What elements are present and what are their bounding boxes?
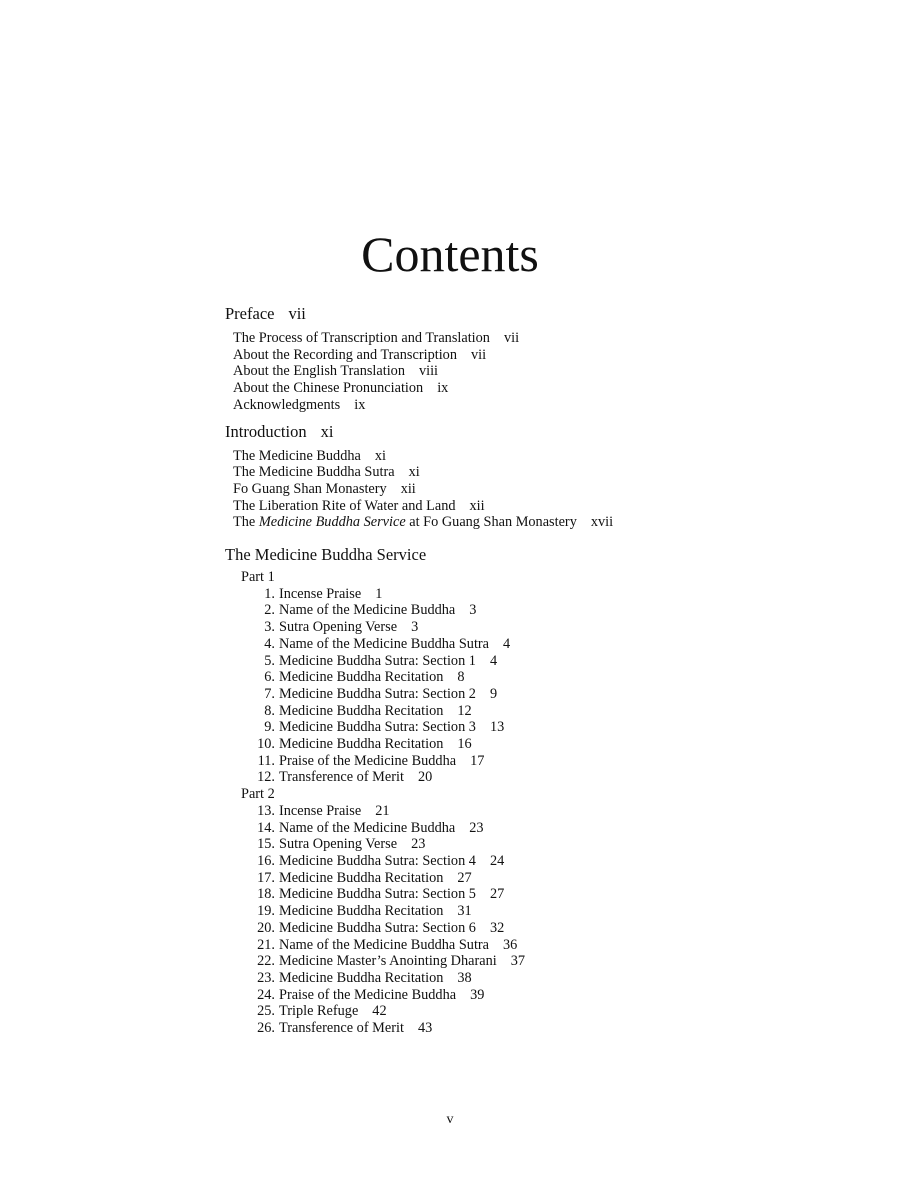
toc-entry[interactable] [225, 1020, 845, 1037]
part-label: Part 2 [241, 786, 275, 803]
service-parts [225, 569, 845, 1037]
entry-number: 4. [264, 635, 275, 652]
entry-label: Medicine Buddha Sutra: Section 2 [279, 685, 476, 702]
entry-page: 17 [470, 752, 485, 769]
subentry-page: viii [418, 363, 439, 380]
toc-entry[interactable] [225, 953, 845, 970]
subentry-page: xi [408, 464, 420, 481]
toc-entry[interactable] [225, 686, 845, 703]
toc-subentry[interactable] [233, 448, 845, 465]
entry-page: 20 [417, 769, 433, 786]
entry-number: 10. [257, 736, 275, 753]
entry-number: 9. [264, 719, 275, 736]
entry-number: 11. [257, 752, 275, 769]
part-label: Part 1 [241, 569, 275, 586]
entry-label: Transference of Merit [279, 769, 404, 786]
toc-entry[interactable] [225, 669, 845, 686]
toc-part-2[interactable] [241, 786, 845, 803]
section-page: vii [288, 304, 306, 323]
entry-number: 25. [257, 1003, 275, 1020]
page-number: v [446, 1112, 454, 1127]
toc-subentry[interactable] [233, 363, 845, 380]
entry-label: Medicine Buddha Sutra: Section 3 [279, 719, 476, 736]
toc-subentry[interactable] [233, 498, 845, 515]
toc-entry[interactable] [225, 886, 845, 903]
toc-entry[interactable] [225, 619, 845, 636]
entry-number: 1. [264, 585, 275, 602]
entry-number: 7. [264, 685, 275, 702]
toc-subentry[interactable] [233, 380, 845, 397]
entry-number: 15. [257, 836, 275, 853]
toc-entry[interactable] [225, 870, 845, 887]
part-2-entries [225, 803, 845, 1037]
entry-label: Medicine Buddha Recitation [279, 736, 444, 753]
subentry-label: Fo Guang Shan Monastery [233, 480, 387, 497]
entry-page: 3 [411, 619, 419, 636]
subentry-label: About the Chinese Pronunciation [233, 380, 424, 397]
entry-number: 12. [257, 769, 275, 786]
entry-page: 9 [489, 685, 498, 702]
toc-entry[interactable] [225, 602, 845, 619]
subentry-page: xvii [590, 514, 614, 531]
entry-label: Praise of the Medicine Buddha [279, 986, 457, 1003]
entry-label: Incense Praise [279, 585, 362, 602]
entry-number: 8. [264, 702, 275, 719]
entry-page: 8 [457, 669, 465, 686]
entry-number: 2. [264, 602, 275, 619]
toc-section-preface[interactable] [225, 304, 845, 324]
toc-entry[interactable] [225, 987, 845, 1004]
entry-page: 43 [417, 1020, 433, 1037]
entry-label: Incense Praise [279, 802, 362, 819]
toc-entry[interactable] [225, 636, 845, 653]
entry-page: 42 [372, 1003, 387, 1020]
entry-page: 4 [489, 652, 498, 669]
entry-page: 23 [411, 836, 426, 853]
section-title: Introduction [225, 421, 307, 441]
entry-label: Medicine Master’s Anointing Dharani [279, 953, 497, 970]
entry-page: 37 [510, 953, 526, 970]
entry-label: Medicine Buddha Recitation [279, 669, 444, 686]
subentry-page: ix [437, 380, 449, 397]
toc-part-1[interactable] [241, 569, 845, 586]
toc-subentry[interactable] [233, 481, 845, 498]
entry-page: 31 [457, 903, 472, 920]
subentry-page: xii [400, 480, 416, 497]
entry-page: 36 [503, 936, 518, 953]
subentry-label-pre: The [233, 514, 259, 531]
entry-label: Sutra Opening Verse [279, 836, 398, 853]
toc-entry[interactable] [225, 853, 845, 870]
toc-entry[interactable] [225, 920, 845, 937]
entry-page: 24 [489, 852, 505, 869]
entry-label: Triple Refuge [279, 1003, 359, 1020]
toc-entry[interactable] [225, 1003, 845, 1020]
entry-label: Praise of the Medicine Buddha [279, 752, 457, 769]
entry-number: 22. [257, 953, 275, 970]
subentry-label: The Medicine Buddha [233, 447, 361, 464]
entry-page: 27 [457, 869, 472, 886]
toc-subentry[interactable] [233, 397, 845, 414]
subentry-page: xi [374, 447, 386, 464]
entry-page: 32 [489, 919, 505, 936]
entry-label: Name of the Medicine Buddha [279, 819, 456, 836]
entry-page: 23 [469, 819, 484, 836]
toc-entry[interactable] [225, 937, 845, 954]
subentry-page: ix [354, 396, 366, 413]
toc-subentry[interactable] [233, 464, 845, 481]
subentry-page: xii [469, 497, 485, 514]
subentry-label-italic: Medicine Buddha Service [258, 514, 406, 531]
entry-label: Medicine Buddha Sutra: Section 5 [279, 886, 476, 903]
part-1-entries [225, 586, 845, 786]
entry-label: Medicine Buddha Recitation [279, 969, 444, 986]
subentry-label-post: at Fo Guang Shan Monastery [405, 514, 577, 531]
subentry-label: Acknowledgments [233, 396, 341, 413]
toc-subentry[interactable] [233, 514, 845, 531]
entry-label: Medicine Buddha Recitation [279, 903, 444, 920]
entry-label: Transference of Merit [279, 1020, 404, 1037]
toc-entry[interactable] [225, 769, 845, 786]
entry-label: Medicine Buddha Recitation [279, 702, 444, 719]
entry-label: Name of the Medicine Buddha [279, 602, 456, 619]
subentry-label: The Liberation Rite of Water and Land [233, 497, 456, 514]
toc-entry[interactable] [225, 970, 845, 987]
entry-number: 16. [257, 852, 275, 869]
toc-entry[interactable] [225, 736, 845, 753]
entry-label: Name of the Medicine Buddha Sutra [279, 635, 490, 652]
section-title: Preface [225, 304, 275, 323]
toc-subentry[interactable] [233, 347, 845, 364]
subentry-label: About the English Translation [233, 363, 405, 380]
entry-number: 24. [257, 986, 275, 1003]
entry-page: 16 [457, 736, 472, 753]
entry-page: 27 [489, 886, 505, 903]
entry-page: 38 [457, 969, 472, 986]
entry-page: 21 [375, 802, 390, 819]
entry-label: Medicine Buddha Sutra: Section 6 [279, 919, 476, 936]
entry-number: 5. [264, 652, 275, 669]
toc-entry[interactable] [225, 803, 845, 820]
subentry-page: vii [503, 330, 520, 346]
entry-page: 13 [489, 719, 505, 736]
introduction-subsections [225, 448, 845, 532]
subentry-label: The Process of Transcription and Translation [233, 330, 490, 346]
entry-number: 23. [257, 969, 275, 986]
entry-number: 14. [257, 819, 275, 836]
entry-label: Sutra Opening Verse [279, 619, 398, 636]
toc-section-introduction[interactable] [225, 422, 845, 442]
entry-page: 3 [469, 602, 477, 619]
entry-number: 19. [257, 903, 275, 920]
entry-number: 20. [257, 919, 275, 936]
toc-entry[interactable] [225, 820, 845, 837]
preface-subsections [225, 330, 845, 414]
entry-number: 21. [257, 936, 275, 953]
subentry-label: The Medicine Buddha Sutra [233, 464, 395, 481]
entry-label: Medicine Buddha Sutra: Section 1 [279, 652, 476, 669]
toc-entry[interactable] [225, 719, 845, 736]
toc-entry[interactable] [225, 586, 845, 603]
table-of-contents [225, 304, 845, 1037]
section-title: The Medicine Buddha Service [225, 545, 427, 565]
toc-entry[interactable] [225, 703, 845, 720]
toc-entry[interactable] [225, 836, 845, 853]
section-page: xi [320, 421, 334, 441]
toc-entry[interactable] [225, 653, 845, 670]
entry-number: 26. [257, 1020, 275, 1037]
subentry-page: vii [470, 346, 487, 363]
entry-number: 17. [257, 869, 275, 886]
entry-number: 18. [257, 886, 275, 903]
entry-label: Name of the Medicine Buddha Sutra [279, 936, 490, 953]
entry-number: 3. [264, 619, 275, 636]
page-title: Contents [361, 225, 539, 282]
entry-label: Medicine Buddha Sutra: Section 4 [279, 852, 476, 869]
entry-page: 12 [457, 702, 472, 719]
toc-entry[interactable] [225, 753, 845, 770]
entry-label: Medicine Buddha Recitation [279, 869, 444, 886]
toc-entry[interactable] [225, 903, 845, 920]
entry-number: 6. [264, 669, 275, 686]
entry-page: 1 [375, 585, 383, 602]
entry-page: 4 [503, 635, 511, 652]
entry-number: 13. [257, 802, 275, 819]
toc-subentry[interactable] [233, 330, 845, 347]
subentry-label: About the Recording and Transcription [233, 346, 457, 363]
entry-page: 39 [470, 986, 485, 1003]
toc-section-service[interactable] [225, 545, 845, 565]
